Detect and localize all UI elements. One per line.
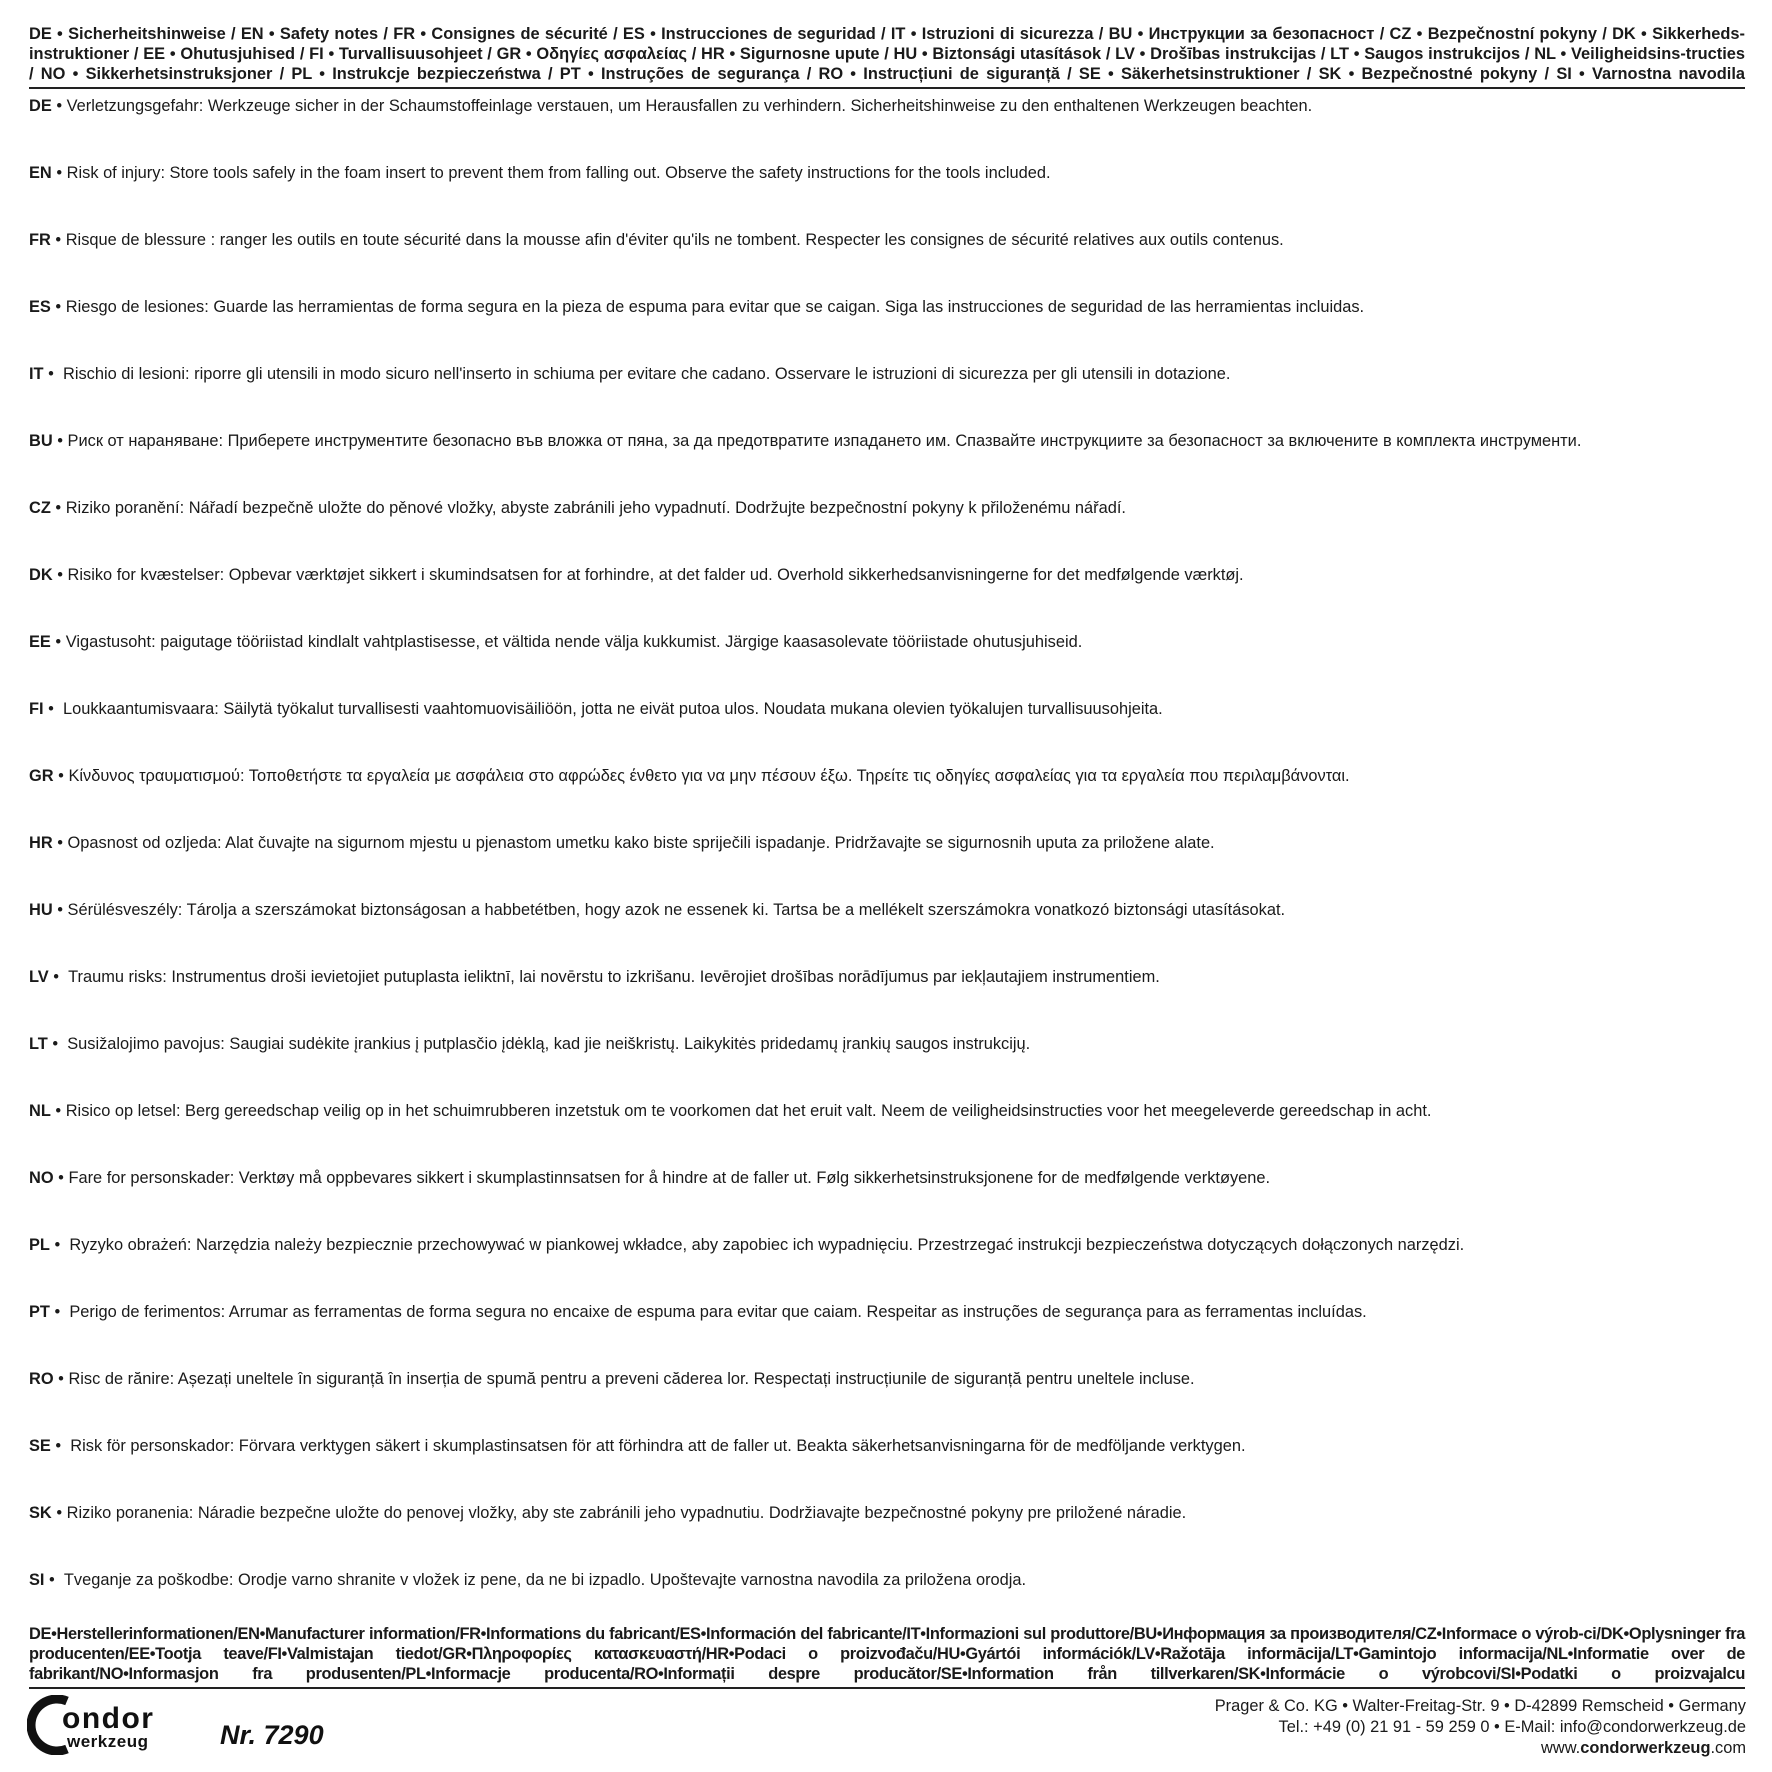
- language-code: PT: [29, 1303, 50, 1321]
- safety-notes-list: [29, 96, 1745, 1637]
- language-code: FR: [29, 231, 51, 249]
- note-text: Traumu risks: Instrumentus droši ievietojiet putuplasta ieliktnī, lai novērstu to izkrišanu. Ievērojiet drošības norādījumus par iekļautajiem instrumentiem.: [68, 968, 1160, 986]
- note-fr: FR • Risque de blessure : ranger les outils en toute sécurité dans la mousse afin d'éviter qu'ils ne tombent. Respecter les consignes de sécurité relatives aux outils contenus.: [29, 231, 1284, 249]
- note-nl: NL • Risico op letsel: Berg gereedschap veilig op in het schuimrubberen inzetstuk om te voorkomen dat het eruit valt. Neem de veiligheidsinstructies voor het meegeleverde gereedschap in acht.: [29, 1102, 1432, 1120]
- language-code: EE: [29, 633, 51, 651]
- language-code: LT: [29, 1035, 48, 1053]
- note-text: Riziko poranenia: Náradie bezpečne uložte do penovej vložky, aby ste zabránili jeho vypadnutiu. Dodržiavajte bezpečnostné pokyny pre priložené náradie.: [66, 1504, 1187, 1522]
- model-number: Nr. 7290: [220, 1720, 324, 1750]
- language-code: FI: [29, 700, 44, 718]
- note-text: Riziko poranění: Nářadí bezpečně uložte do pěnové vložky, abyste zabránili jeho vypadnutí. Dodržujte bezpečnostní pokyny k přiloženému nářadí.: [65, 499, 1126, 517]
- note-text: Riesgo de lesiones: Guarde las herramientas de forma segura en la pieza de espuma para evitar que se caigan. Siga las instrucciones de seguridad de las herramientas incluidas.: [65, 298, 1365, 316]
- language-code: PL: [29, 1236, 50, 1254]
- language-code: NO: [29, 1169, 54, 1187]
- note-text: Tveganje za poškodbe: Orodje varno shranite v vložek iz pene, da ne bi izpadlo. Upoštevajte varnostna navodila za priložena orodja.: [63, 1571, 1027, 1589]
- contact-line: Tel.: +49 (0) 21 91 - 59 259 0 • E-Mail: info@condorwerkzeug.de: [1278, 1718, 1746, 1736]
- condor-logo-icon: [27, 1695, 192, 1755]
- address-line: Prager & Co. KG • Walter-Freitag-Str. 9 • D-42899 Remscheid • Germany: [1214, 1697, 1746, 1715]
- note-text: Vigastusoht: paigutage tööriistad kindlalt vahtplastisesse, et vältida nende välja kukkumist. Järgige kaasasolevate tööriistade ohutusjuhiseid.: [65, 633, 1083, 651]
- note-dk: DK • Risiko for kvæstelser: Opbevar værktøjet sikkert i skumindsatsen for at forhindre, at det falder ud. Overhold sikkerhedsanvisningerne for det medfølgende værktøj.: [29, 566, 1244, 584]
- note-gr: GR • Κίνδυνος τραυματισμού: Τοποθετήστε τα εργαλεία με ασφάλεια στο αφρώδες ένθετο για να μην πέσουν έξω. Τηρείτε τις οδηγίες ασφαλείας για τα εργαλεία που περιλαμβάνονται.: [29, 767, 1350, 785]
- language-code: HR: [29, 834, 53, 852]
- website-prefix: www.: [1541, 1739, 1581, 1757]
- note-text: Ryzyko obrażeń: Narzędzia należy bezpiecznie przechowywać w piankowej wkładce, aby zapobiec ich wypadnięciu. Przestrzegać instrukcji bezpieczeństwa dotyczących dołączonych narzędzi.: [69, 1236, 1465, 1254]
- website-domain: condorwerkzeug: [1580, 1739, 1711, 1757]
- note-hu: HU • Sérülésveszély: Tárolja a szerszámokat biztonságosan a habbetétben, hogy azok ne essenek ki. Tartsa be a mellékelt szerszámokra vonatkozó biztonsági utasításokat.: [29, 901, 1286, 919]
- note-si: SI • Tveganje za poškodbe: Orodje varno shranite v vložek iz pene, da ne bi izpadlo. Upoštevajte varnostna navodila za priložena orodja.: [29, 1571, 1027, 1589]
- language-code: LV: [29, 968, 49, 986]
- language-code: GR: [29, 767, 54, 785]
- note-ro: RO • Risc de rănire: Așezați uneltele în siguranță în inserția de spumă pentru a preveni căderea lor. Respectați instrucțiunile de siguranță pentru uneltele incluse.: [29, 1370, 1195, 1388]
- note-pl: PL • Ryzyko obrażeń: Narzędzia należy bezpiecznie przechowywać w piankowej wkładce, aby zapobiec ich wypadnięciu. Przestrzegać instrukcji bezpieczeństwa dotyczących dołączonych narzędzi.: [29, 1236, 1465, 1254]
- note-lv: LV • Traumu risks: Instrumentus droši ievietojiet putuplasta ieliktnī, lai novērstu to izkrišanu. Ievērojiet drošības norādījumus par iekļautajiem instrumentiem.: [29, 968, 1160, 986]
- note-fi: FI • Loukkaantumisvaara: Säilytä työkalut turvallisesti vaahtomuovisäiliöön, jotta ne eivät putoa ulos. Noudata mukana olevien työkalujen turvallisuusohjeita.: [29, 700, 1163, 718]
- manufacturer-address: [1215, 1696, 1746, 1759]
- note-text: Rischio di lesioni: riporre gli utensili in modo sicuro nell'inserto in schiuma per evitare che cadano. Osservare le istruzioni di sicurezza per gli utensili in dotazione.: [62, 365, 1231, 383]
- language-code: IT: [29, 365, 44, 383]
- note-text: Sérülésveszély: Tárolja a szerszámokat biztonságosan a habbetétben, hogy azok ne essenek ki. Tartsa be a mellékelt szerszámokra vonatkozó biztonsági utasításokat.: [67, 901, 1286, 919]
- note-lt: LT • Susižalojimo pavojus: Saugiai sudėkite įrankius į putplasčio įdėklą, kad jie neiškristų. Laikykitės pridedamų įrankių saugos instrukcijų.: [29, 1035, 1031, 1053]
- svg-text:ondor: ondor: [62, 1702, 155, 1735]
- note-sk: SK • Riziko poranenia: Náradie bezpečne uložte do penovej vložky, aby ste zabránili jeho vypadnutiu. Dodržiavajte bezpečnostné pokyny pre priložené náradie.: [29, 1504, 1187, 1522]
- language-code: ES: [29, 298, 51, 316]
- note-text: Risico op letsel: Berg gereedschap veilig op in het schuimrubberen inzetstuk om te voorkomen dat het eruit valt. Neem de veiligheidsinstructies voor het meegeleverde gereedschap in acht.: [65, 1102, 1432, 1120]
- note-text: Loukkaantumisvaara: Säilytä työkalut turvallisesti vaahtomuovisäiliöön, jotta ne eivät putoa ulos. Noudata mukana olevien työkalujen turvallisuusohjeita.: [62, 700, 1163, 718]
- note-text: Risc de rănire: Așezați uneltele în siguranță în inserția de spumă pentru a preveni căderea lor. Respectați instrucțiunile de siguranță pentru uneltele incluse.: [68, 1370, 1195, 1388]
- language-code: BU: [29, 432, 53, 450]
- note-text: Fare for personskader: Verktøy må oppbevares sikkert i skumplastinnsatsen for å hindre at de faller ut. Følg sikkerhetsinstruksjonene for de medfølgende verktøyene.: [68, 1169, 1271, 1187]
- language-code: RO: [29, 1370, 54, 1388]
- language-code: HU: [29, 901, 53, 919]
- note-de: DE • Verletzungsgefahr: Werkzeuge sicher in der Schaumstoffeinlage verstauen, um Herausfallen zu verhindern. Sicherheitshinweise zu den enthaltenen Werkzeugen beachten.: [29, 97, 1313, 115]
- language-code: DK: [29, 566, 53, 584]
- note-ee: EE • Vigastusoht: paigutage tööriistad kindlalt vahtplastisesse, et vältida nende välja kukkumist. Järgige kaasasolevate tööriistade ohutusjuhiseid.: [29, 633, 1083, 651]
- note-es: ES • Riesgo de lesiones: Guarde las herramientas de forma segura en la pieza de espuma para evitar que se caigan. Siga las instrucciones de seguridad de las herramientas incluidas.: [29, 298, 1365, 316]
- note-text: Risk of injury: Store tools safely in the foam insert to prevent them from falling out. Observe the safety instructions for the tools included.: [66, 164, 1051, 182]
- note-no: NO • Fare for personskader: Verktøy må oppbevares sikkert i skumplastinnsatsen for å hindre at de faller ut. Følg sikkerhetsinstruksjonene for de medfølgende verktøyene.: [29, 1169, 1271, 1187]
- language-code: NL: [29, 1102, 51, 1120]
- note-text: Perigo de ferimentos: Arrumar as ferramentas de forma segura no encaixe de espuma para evitar que caiam. Respeitar as instruções de segurança para as ferramentas incluídas.: [69, 1303, 1367, 1321]
- language-code: DE: [29, 97, 52, 115]
- manufacturer-info-header: DE•Herstellerinformationen/EN•Manufacturer information/FR•Informations du fabricant/ES•Información del fabricante/IT•Informazioni sul produttore/BU•Информация за производителя/CZ•Informace o výrob-ci/DK•Oplysninger fra producenten/EE•Tootja teave/FI•Valmistajan tiedot/GR•Πληροφορίες κατασκευαστή/HR•Podaci o proizvođaču/HU•Gyártói információk/LV•Ražotāja informācija/LT•Gamintojo informacija/NL•Informatie over de fabrikant/NO•Informasjon fra produsenten/PL•Informacje producenta/RO•Informații despre producător/SE•Information från tillverkaren/SK•Informácie o výrobcovi/SI•Podatki o proizvajalcu: [29, 1624, 1745, 1689]
- website[interactable]: [1215, 1738, 1746, 1759]
- note-text: Κίνδυνος τραυματισμού: Τοποθετήστε τα εργαλεία με ασφάλεια στο αφρώδες ένθετο για να μην πέσουν έξω. Τηρείτε τις οδηγίες ασφαλείας για τα εργαλεία που περιλαμβάνονται.: [68, 767, 1350, 785]
- note-cz: CZ • Riziko poranění: Nářadí bezpečně uložte do pěnové vložky, abyste zabránili jeho vypadnutí. Dodržujte bezpečnostní pokyny k přiloženému nářadí.: [29, 499, 1126, 517]
- svg-text:werkzeug: werkzeug: [67, 1732, 149, 1751]
- note-text: Verletzungsgefahr: Werkzeuge sicher in der Schaumstoffeinlage verstauen, um Herausfallen zu verhindern. Sicherheitshinweise zu den enthaltenen Werkzeugen beachten.: [66, 97, 1313, 115]
- note-hr: HR • Opasnost od ozljeda: Alat čuvajte na sigurnom mjestu u pjenastom umetku kako biste spriječili ispadanje. Pridržavajte se sigurnosnih uputa za priložene alate.: [29, 834, 1215, 852]
- language-code: SE: [29, 1437, 51, 1455]
- note-en: EN • Risk of injury: Store tools safely in the foam insert to prevent them from falling out. Observe the safety instructions for the tools included.: [29, 164, 1051, 182]
- note-bu: BU • Риск от нараняване: Приберете инструментите безопасно във вложка от пяна, за да предотвратите изпадането им. Спазвайте инструкциите за безопасност за включените в комплекта инструменти.: [29, 432, 1582, 450]
- note-text: Susižalojimo pavojus: Saugiai sudėkite įrankius į putplasčio įdėklą, kad jie neiškristų. Laikykitės pridedamų įrankių saugos instrukcijų.: [67, 1035, 1031, 1053]
- safety-document: [29, 24, 1745, 1637]
- note-text: Риск от нараняване: Приберете инструментите безопасно във вложка от пяна, за да предотвратите изпадането им. Спазвайте инструкциите за безопасност за включените в комплекта инструменти.: [67, 432, 1582, 450]
- language-code: SK: [29, 1504, 52, 1522]
- language-code: EN: [29, 164, 52, 182]
- note-text: Risque de blessure : ranger les outils en toute sécurité dans la mousse afin d'éviter qu'ils ne tombent. Respecter les consignes de sécurité relatives aux outils contenus.: [65, 231, 1284, 249]
- condor-logo: [27, 1695, 192, 1755]
- note-se: SE • Risk för personskador: Förvara verktygen säkert i skumplastinsatsen för att förhindra att de faller ut. Beakta säkerhetsanvisningarna för de medföljande verktygen.: [29, 1437, 1246, 1455]
- language-code: CZ: [29, 499, 51, 517]
- note-text: Opasnost od ozljeda: Alat čuvajte na sigurnom mjestu u pjenastom umetku kako biste spriječili ispadanje. Pridržavajte se sigurnosnih uputa za priložene alate.: [67, 834, 1215, 852]
- note-text: Risk för personskador: Förvara verktygen säkert i skumplastinsatsen för att förhindra att de faller ut. Beakta säkerhetsanvisningarna för de medföljande verktygen.: [70, 1437, 1246, 1455]
- language-code: SI: [29, 1571, 45, 1589]
- safety-notes-header: DE • Sicherheitshinweise / EN • Safety notes / FR • Consignes de sécurité / ES • Instrucciones de seguridad / IT • Istruzioni di sicurezza / BU • Инструкции за безопасност / CZ • Bezpečnostní pokyny / DK • Sikkerheds-instruktioner / EE • Ohutusjuhised / FI • Turvallisuusohjeet / GR • Οδηγίες ασφαλείας / HR • Sigurnosne upute / HU • Biztonsági utasítások / LV • Drošības instrukcijas / LT • Saugos instrukcijos / NL • Veiligheidsins-tructies / NO • Sikkerhetsinstruksjoner / PL • Instrukcje bezpieczeństwa / PT • Instruções de segurança / RO • Instrucțiuni de siguranță / SE • Säkerhetsinstruktioner / SK • Bezpečnostné pokyny / SI • Varnostna navodila: [29, 24, 1745, 89]
- note-text: Risiko for kvæstelser: Opbevar værktøjet sikkert i skumindsatsen for at forhindre, at det falder ud. Overhold sikkerhedsanvisningerne for det medfølgende værktøj.: [67, 566, 1244, 584]
- note-it: IT • Rischio di lesioni: riporre gli utensili in modo sicuro nell'inserto in schiuma per evitare che cadano. Osservare le istruzioni di sicurezza per gli utensili in dotazione.: [29, 365, 1231, 383]
- website-suffix: .com: [1710, 1739, 1746, 1757]
- note-pt: PT • Perigo de ferimentos: Arrumar as ferramentas de forma segura no encaixe de espuma para evitar que caiam. Respeitar as instruções de segurança para as ferramentas incluídas.: [29, 1303, 1367, 1321]
